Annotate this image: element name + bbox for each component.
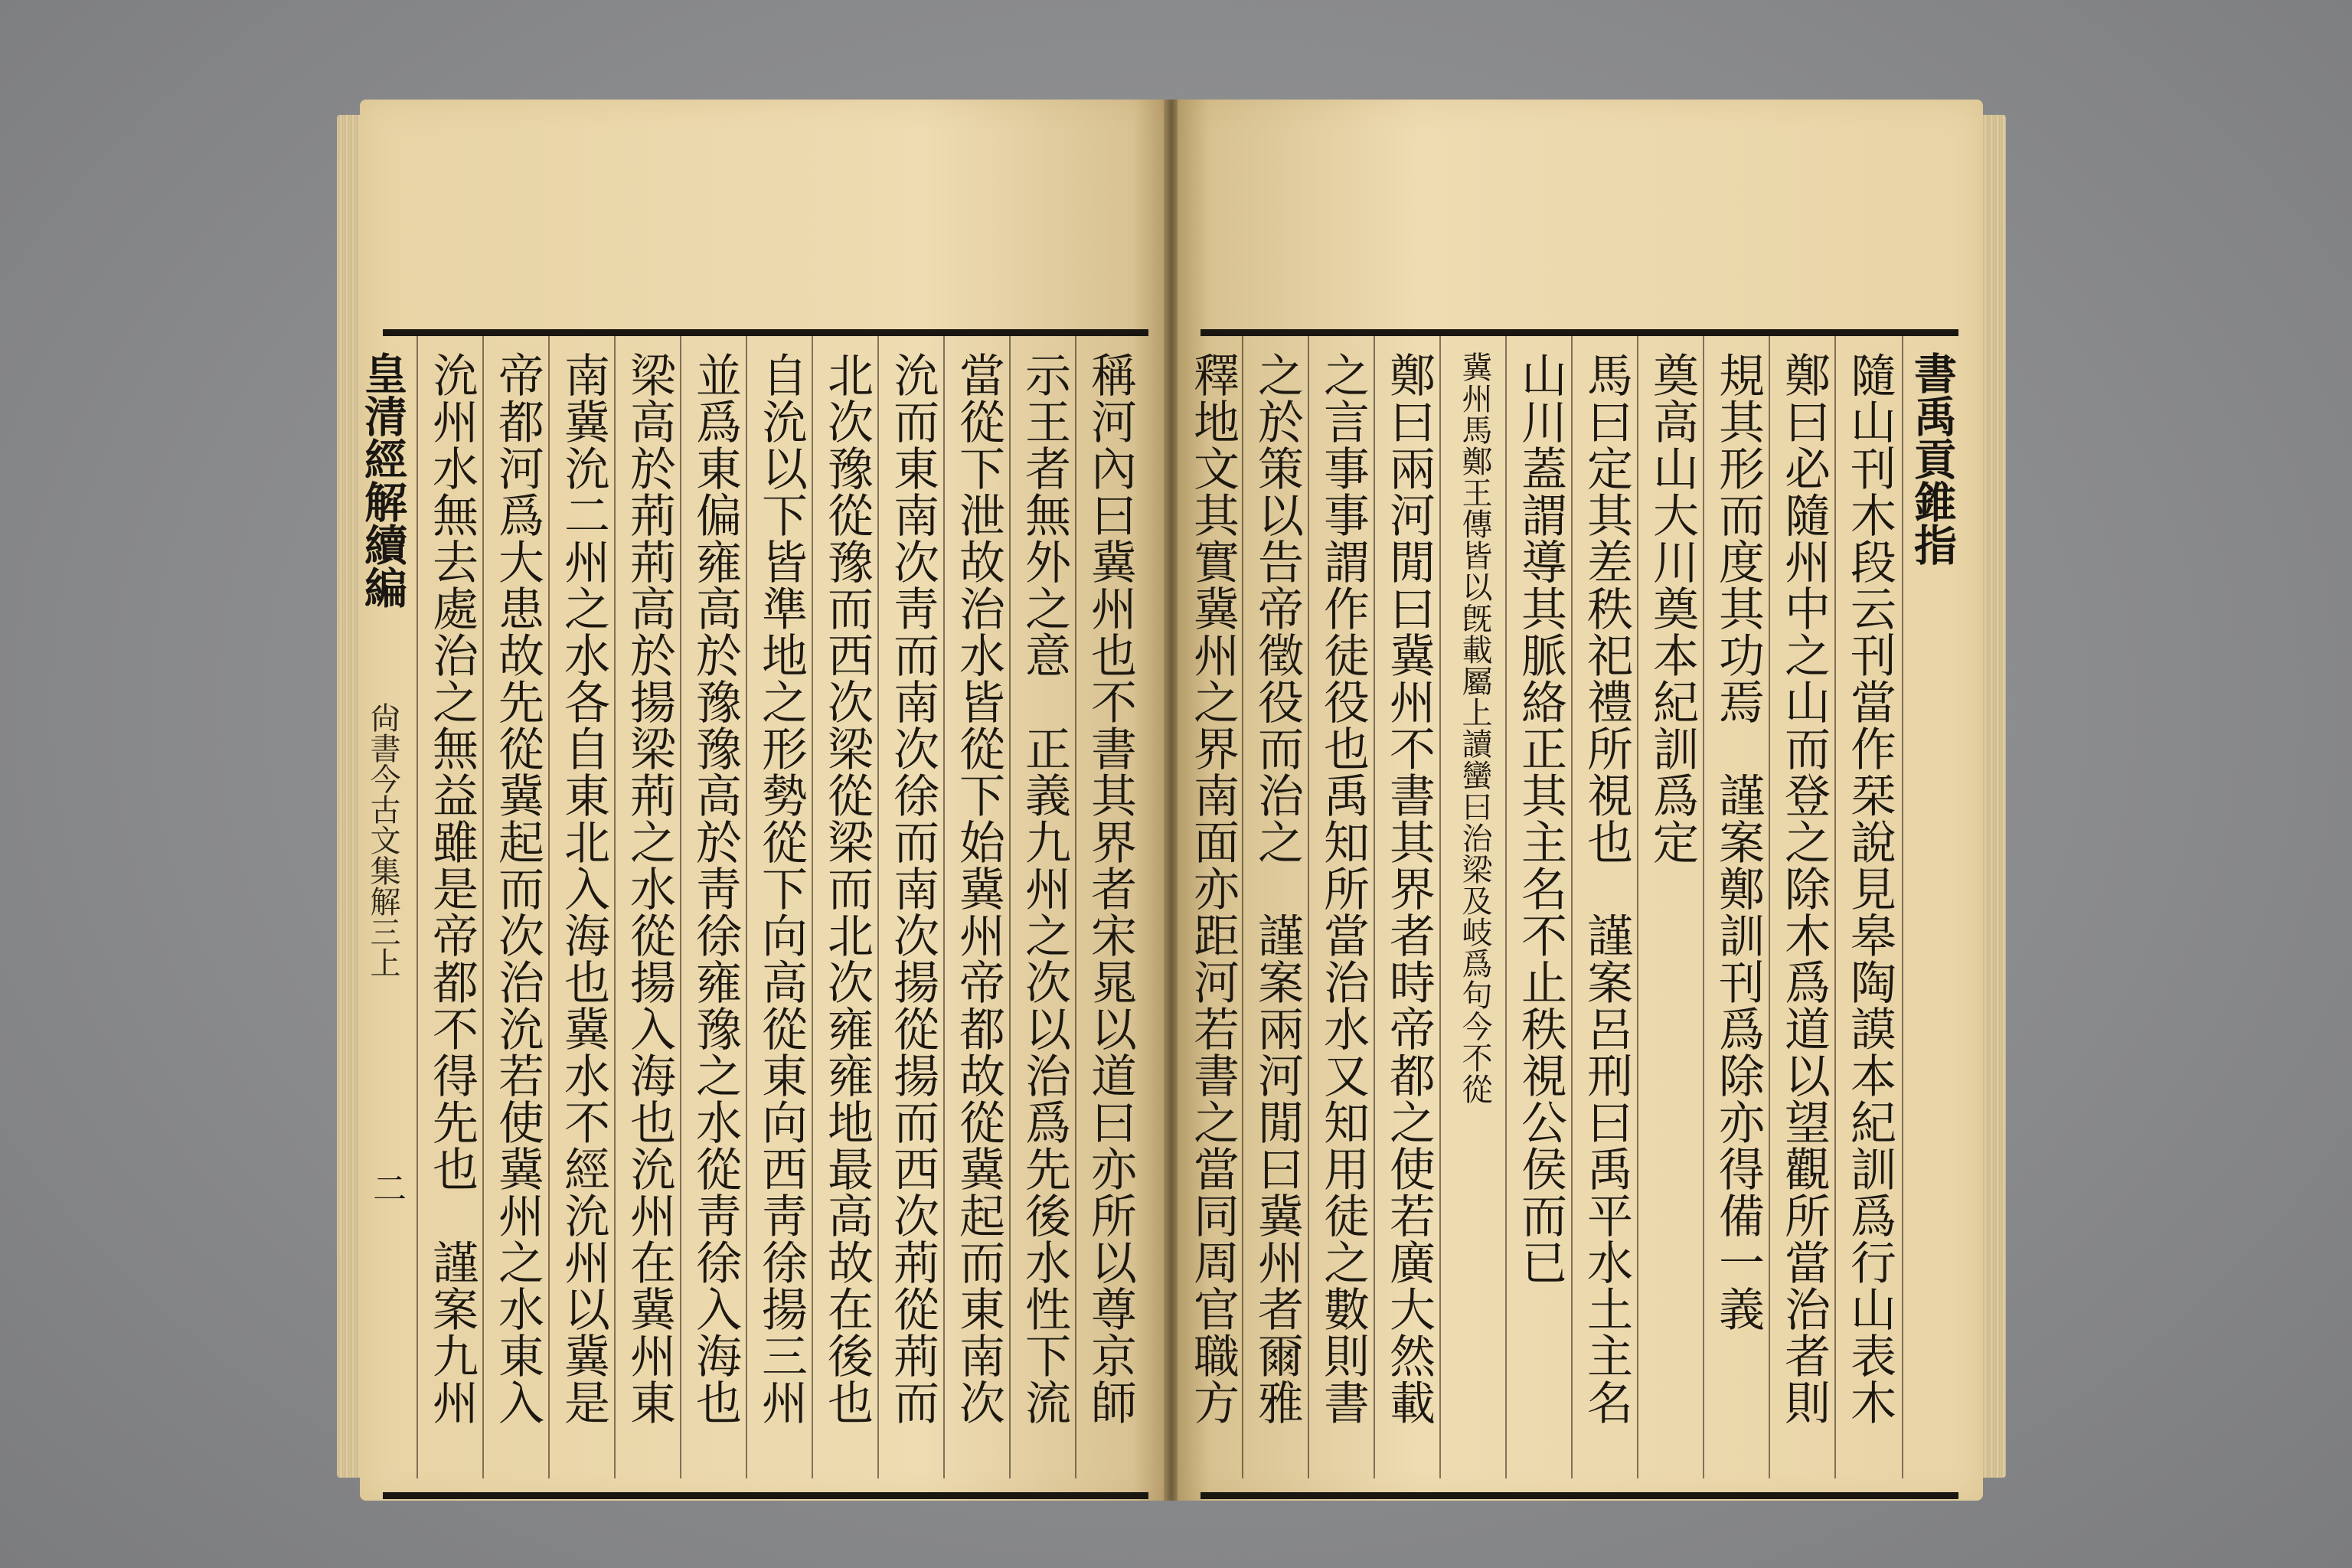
text-column: 南冀沇二州之水各自東北入海也冀水不經沇州以冀是	[557, 351, 610, 1426]
text-column: 馬曰定其差秩祀禮所視也 謹案呂刑曰禹平水土主名	[1579, 351, 1633, 1426]
text-column: 鄭曰必隨州中之山而登之除木爲道以望觀所當治者則	[1777, 351, 1831, 1426]
left-margin-strip	[355, 351, 410, 1469]
section-title: 尙書今古文集解三上	[365, 702, 400, 978]
text-column: 示王者無外之意 正義九州之次以治爲先後水性下流	[1018, 351, 1071, 1426]
open-book	[337, 100, 2006, 1508]
right-text-frame	[1186, 329, 1958, 1499]
text-column: 隨山刊木段云刊當作栞說見皋陶謨本紀訓爲行山表木	[1843, 351, 1896, 1426]
text-column: 鄭曰兩河閒曰冀州不書其界者時帝都之使若廣大然載	[1382, 351, 1436, 1426]
text-column: 釋地文其實冀州之界南面亦距河若書之當同周官職方	[1186, 351, 1240, 1426]
column-rule	[416, 336, 418, 1478]
text-column: 沇州水無去處治之無益雖是帝都不得先也 謹案九州	[425, 351, 479, 1426]
page-number: 二	[367, 1171, 406, 1204]
text-column: 帝都河爲大患故先從冀起而次治沇若使冀州之水東入	[491, 351, 544, 1426]
text-column: 規其形而度其功焉 謹案鄭訓刊爲除亦得備一義	[1711, 351, 1765, 1332]
left-page	[360, 100, 1165, 1501]
book-gutter	[1164, 100, 1179, 1501]
text-column: 稱河內曰冀州也不書其界者宋晁以道曰亦所以尊京師	[1083, 351, 1137, 1426]
text-column: 冀州馬鄭王傳皆以旣載屬上讀蠻曰治梁及岐爲句今不從	[1457, 351, 1492, 1105]
left-text-frame	[358, 329, 1148, 1499]
text-column: 奠高山大川奠本紀訓爲定	[1645, 351, 1699, 865]
text-column: 並爲東偏雍高於豫豫高於靑徐雍豫之水從靑徐入海也	[688, 351, 742, 1426]
text-column: 之於策以告帝徵役而治之 謹案兩河閒曰冀州者爾雅	[1250, 351, 1304, 1426]
text-column: 之言事事謂作徒役也禹知所當治水又知用徒之數則書	[1316, 351, 1370, 1426]
right-book-title: 書禹貢錐指	[1907, 351, 1958, 566]
text-column: 梁高於荊荊高於揚梁荊之水從揚入海也沇州在冀州東	[622, 351, 676, 1426]
text-column: 北次豫從豫而西次梁從梁而北次雍雍地最高故在後也	[820, 351, 874, 1426]
text-column: 自沇以下皆準地之形勢從下向高從東向西靑徐揚三州	[754, 351, 808, 1426]
text-column: 當從下泄故治水皆從下始冀州帝都故從冀起而東南次	[952, 351, 1005, 1426]
text-column: 山川蓋謂導其脈絡正其主名不止秩視公侯而已	[1514, 351, 1567, 1285]
right-margin-strip	[1905, 351, 1960, 1469]
book-title: 皇清經解續編	[358, 351, 408, 609]
column-rule	[1902, 336, 1903, 1478]
right-page	[1178, 100, 1983, 1501]
text-column: 沇而東南次靑而南次徐而南次揚從揚而西次荊從荊而	[886, 351, 939, 1426]
